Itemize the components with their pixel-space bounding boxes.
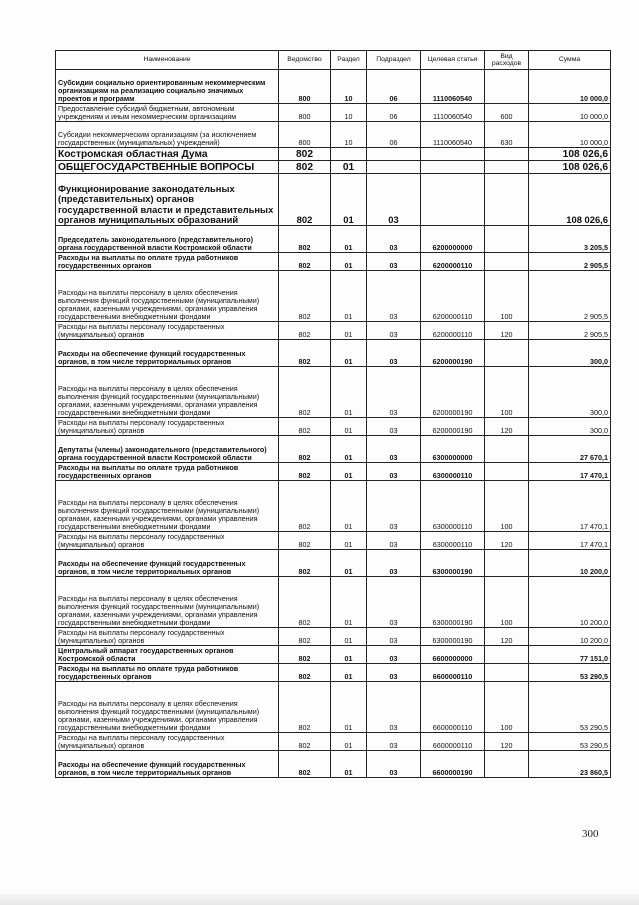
row-exp-type [485,463,529,481]
table-row [56,628,611,646]
table-row [56,161,611,174]
table-row [56,148,611,161]
col-header-section: Раздел [331,51,367,70]
row-exp-type [485,436,529,463]
row-exp-type [485,340,529,367]
row-dept: 802 [279,340,331,367]
row-dept: 802 [279,148,331,161]
row-subsection: 03 [367,664,421,682]
row-exp-type: 600 [485,104,529,122]
row-exp-type [485,226,529,253]
row-section: 01 [331,628,367,646]
col-header-exp-type: Вид расходов [485,51,529,70]
row-subsection: 06 [367,122,421,148]
row-sum: 10 000,0 [529,70,611,104]
row-exp-type [485,174,529,226]
row-subsection: 03 [367,340,421,367]
row-section: 10 [331,104,367,122]
row-exp-type: 100 [485,367,529,418]
row-subsection: 03 [367,682,421,733]
row-subsection: 03 [367,628,421,646]
row-target: 6200000110 [421,322,485,340]
row-name: Расходы на выплаты персоналу государственных (муниципальных) органов [56,322,279,340]
row-dept: 802 [279,751,331,778]
row-exp-type: 100 [485,271,529,322]
table-row [56,70,611,104]
row-subsection: 03 [367,418,421,436]
row-subsection: 03 [367,751,421,778]
row-dept: 802 [279,436,331,463]
row-dept: 802 [279,646,331,664]
row-dept: 802 [279,418,331,436]
row-subsection: 03 [367,322,421,340]
row-sum: 53 290,5 [529,664,611,682]
row-dept: 802 [279,532,331,550]
row-dept: 800 [279,70,331,104]
row-exp-type: 120 [485,628,529,646]
row-sum: 108 026,6 [529,161,611,174]
col-header-sum: Сумма [529,51,611,70]
row-sum: 17 470,1 [529,481,611,532]
row-name: Расходы на выплаты персоналу в целях обеспечения выполнения функций государственными (муниципальными) органами, казенными учреждениями, органами управления государственными внебюджетными фондами [56,271,279,322]
row-target: 6300000190 [421,628,485,646]
table-row [56,532,611,550]
row-target: 6200000110 [421,253,485,271]
row-dept: 802 [279,367,331,418]
table-row [56,226,611,253]
row-exp-type [485,751,529,778]
row-section: 01 [331,161,367,174]
table-row [56,418,611,436]
table-row [56,751,611,778]
row-exp-type [485,646,529,664]
row-sum: 10 000,0 [529,104,611,122]
row-target: 1110060540 [421,104,485,122]
table-row [56,577,611,628]
row-name: Расходы на выплаты персоналу в целях обеспечения выполнения функций государственными (муниципальными) органами, казенными учреждениями, органами управления государственными внебюджетными фондами [56,577,279,628]
col-header-dept: Ведомство [279,51,331,70]
table-row [56,322,611,340]
row-target: 6300000190 [421,550,485,577]
row-subsection: 03 [367,733,421,751]
row-subsection: 03 [367,646,421,664]
row-sum: 53 290,5 [529,733,611,751]
row-sum: 2 905,5 [529,271,611,322]
row-name: ОБЩЕГОСУДАРСТВЕННЫЕ ВОПРОСЫ [56,161,279,174]
row-target: 6600000110 [421,682,485,733]
table-row [56,174,611,226]
row-section: 01 [331,322,367,340]
row-dept: 802 [279,577,331,628]
budget-table [55,50,611,778]
row-section: 01 [331,418,367,436]
row-dept: 802 [279,463,331,481]
row-target: 1110060540 [421,122,485,148]
row-sum: 108 026,6 [529,174,611,226]
row-name: Функционирование законодательных (представительных) органов государственной власти и представительных органов муниципальных образований [56,174,279,226]
row-target: 6300000000 [421,436,485,463]
row-dept: 802 [279,226,331,253]
row-name: Расходы на обеспечение функций государственных органов, в том числе территориальных органов [56,751,279,778]
row-target: 6300000190 [421,577,485,628]
row-target: 1110060540 [421,70,485,104]
table-row [56,682,611,733]
table-row [56,104,611,122]
table-header-row [56,51,611,70]
row-sum: 300,0 [529,367,611,418]
row-exp-type: 120 [485,733,529,751]
row-name: Предоставление субсидий бюджетным, автономным учреждениям и иным некоммерческим организациям [56,104,279,122]
row-section: 01 [331,463,367,481]
row-exp-type: 120 [485,418,529,436]
row-name: Расходы на выплаты по оплате труда работников государственных органов [56,664,279,682]
row-section: 01 [331,550,367,577]
row-target [421,161,485,174]
row-sum: 2 905,5 [529,322,611,340]
row-section [331,148,367,161]
row-name: Расходы на выплаты персоналу в целях обеспечения выполнения функций государственными (муниципальными) органами, казенными учреждениями, органами управления государственными внебюджетными фондами [56,481,279,532]
row-subsection: 03 [367,436,421,463]
row-sum: 17 470,1 [529,463,611,481]
row-target [421,174,485,226]
row-section: 01 [331,682,367,733]
row-target: 6200000110 [421,271,485,322]
row-exp-type: 100 [485,577,529,628]
row-sum: 23 860,5 [529,751,611,778]
row-exp-type [485,161,529,174]
row-dept: 802 [279,253,331,271]
row-section: 01 [331,733,367,751]
row-name: Расходы на выплаты по оплате труда работников государственных органов [56,463,279,481]
row-target: 6300000110 [421,481,485,532]
row-name: Центральный аппарат государственных органов Костромской области [56,646,279,664]
row-name: Расходы на обеспечение функций государственных органов, в том числе территориальных органов [56,550,279,577]
row-name: Расходы на выплаты персоналу государственных (муниципальных) органов [56,532,279,550]
row-section: 01 [331,253,367,271]
row-dept: 800 [279,104,331,122]
table-row [56,122,611,148]
row-exp-type: 630 [485,122,529,148]
row-subsection: 03 [367,550,421,577]
table-row [56,550,611,577]
row-subsection [367,148,421,161]
row-subsection: 03 [367,481,421,532]
row-section: 01 [331,532,367,550]
row-target: 6200000000 [421,226,485,253]
row-dept: 802 [279,628,331,646]
row-name: Расходы на выплаты персоналу государственных (муниципальных) органов [56,418,279,436]
row-exp-type [485,253,529,271]
row-sum: 10 200,0 [529,550,611,577]
row-exp-type: 120 [485,532,529,550]
row-dept: 802 [279,481,331,532]
row-section: 01 [331,174,367,226]
row-section: 01 [331,751,367,778]
row-dept: 802 [279,682,331,733]
row-dept: 802 [279,322,331,340]
row-sum: 10 000,0 [529,122,611,148]
row-exp-type: 100 [485,481,529,532]
row-name: Депутаты (члены) законодательного (представительного) органа государственной власти Костромской области [56,436,279,463]
row-section: 01 [331,340,367,367]
row-section: 01 [331,226,367,253]
table-row [56,733,611,751]
row-section: 10 [331,122,367,148]
row-subsection: 06 [367,104,421,122]
row-section: 01 [331,436,367,463]
row-name: Расходы на выплаты персоналу в целях обеспечения выполнения функций государственными (муниципальными) органами, казенными учреждениями, органами управления государственными внебюджетными фондами [56,367,279,418]
row-target: 6300000110 [421,532,485,550]
table-row [56,253,611,271]
row-sum: 300,0 [529,340,611,367]
row-name: Расходы на обеспечение функций государственных органов, в том числе территориальных органов [56,340,279,367]
row-name: Расходы на выплаты персоналу государственных (муниципальных) органов [56,628,279,646]
row-name: Расходы на выплаты по оплате труда работников государственных органов [56,253,279,271]
row-exp-type: 120 [485,322,529,340]
table-row [56,436,611,463]
row-section: 01 [331,271,367,322]
row-name: Субсидии некоммерческим организациям (за исключением государственных (муниципальных) учреждений) [56,122,279,148]
col-header-name: Наименование [56,51,279,70]
row-subsection: 03 [367,463,421,481]
row-exp-type [485,550,529,577]
row-dept: 802 [279,733,331,751]
row-sum: 17 470,1 [529,532,611,550]
row-exp-type: 100 [485,682,529,733]
row-dept: 802 [279,664,331,682]
row-subsection: 03 [367,271,421,322]
row-section: 10 [331,70,367,104]
row-name: Расходы на выплаты персоналу государственных (муниципальных) органов [56,733,279,751]
row-target: 6600000000 [421,646,485,664]
table-row [56,340,611,367]
row-section: 01 [331,577,367,628]
row-dept: 802 [279,271,331,322]
row-target: 6600000110 [421,733,485,751]
row-sum: 3 205,5 [529,226,611,253]
table-row [56,646,611,664]
row-subsection [367,161,421,174]
row-sum: 53 290,5 [529,682,611,733]
row-target: 6200000190 [421,340,485,367]
table-row [56,271,611,322]
row-name: Костромская областная Дума [56,148,279,161]
col-header-subsection: Подраздел [367,51,421,70]
page-number: 300 [582,828,599,840]
row-target: 6300000110 [421,463,485,481]
row-subsection: 06 [367,70,421,104]
row-dept: 802 [279,550,331,577]
row-subsection: 03 [367,174,421,226]
row-sum: 2 905,5 [529,253,611,271]
col-header-target: Целевая статья [421,51,485,70]
row-sum: 10 200,0 [529,628,611,646]
row-dept: 800 [279,122,331,148]
row-target: 6200000190 [421,367,485,418]
row-sum: 27 670,1 [529,436,611,463]
row-sum: 108 026,6 [529,148,611,161]
row-target: 6600000110 [421,664,485,682]
row-sum: 77 151,0 [529,646,611,664]
row-name: Председатель законодательного (представительного) органа государственной власти Костромской области [56,226,279,253]
row-subsection: 03 [367,226,421,253]
row-target: 6600000190 [421,751,485,778]
row-name: Расходы на выплаты персоналу в целях обеспечения выполнения функций государственными (муниципальными) органами, казенными учреждениями, органами управления государственными внебюджетными фондами [56,682,279,733]
row-sum: 10 200,0 [529,577,611,628]
row-name: Субсидии социально ориентированным некоммерческим организациям на реализацию социально значимых проектов и программ [56,70,279,104]
table-row [56,463,611,481]
row-section: 01 [331,481,367,532]
row-dept: 802 [279,174,331,226]
row-subsection: 03 [367,253,421,271]
row-exp-type [485,148,529,161]
row-subsection: 03 [367,577,421,628]
table-row [56,481,611,532]
scan-edge [0,894,639,905]
row-dept: 802 [279,161,331,174]
row-section: 01 [331,664,367,682]
row-section: 01 [331,367,367,418]
row-exp-type [485,70,529,104]
row-subsection: 03 [367,532,421,550]
row-target [421,148,485,161]
row-exp-type [485,664,529,682]
row-subsection: 03 [367,367,421,418]
row-section: 01 [331,646,367,664]
row-target: 6200000190 [421,418,485,436]
table-row [56,664,611,682]
table-row [56,367,611,418]
row-sum: 300,0 [529,418,611,436]
